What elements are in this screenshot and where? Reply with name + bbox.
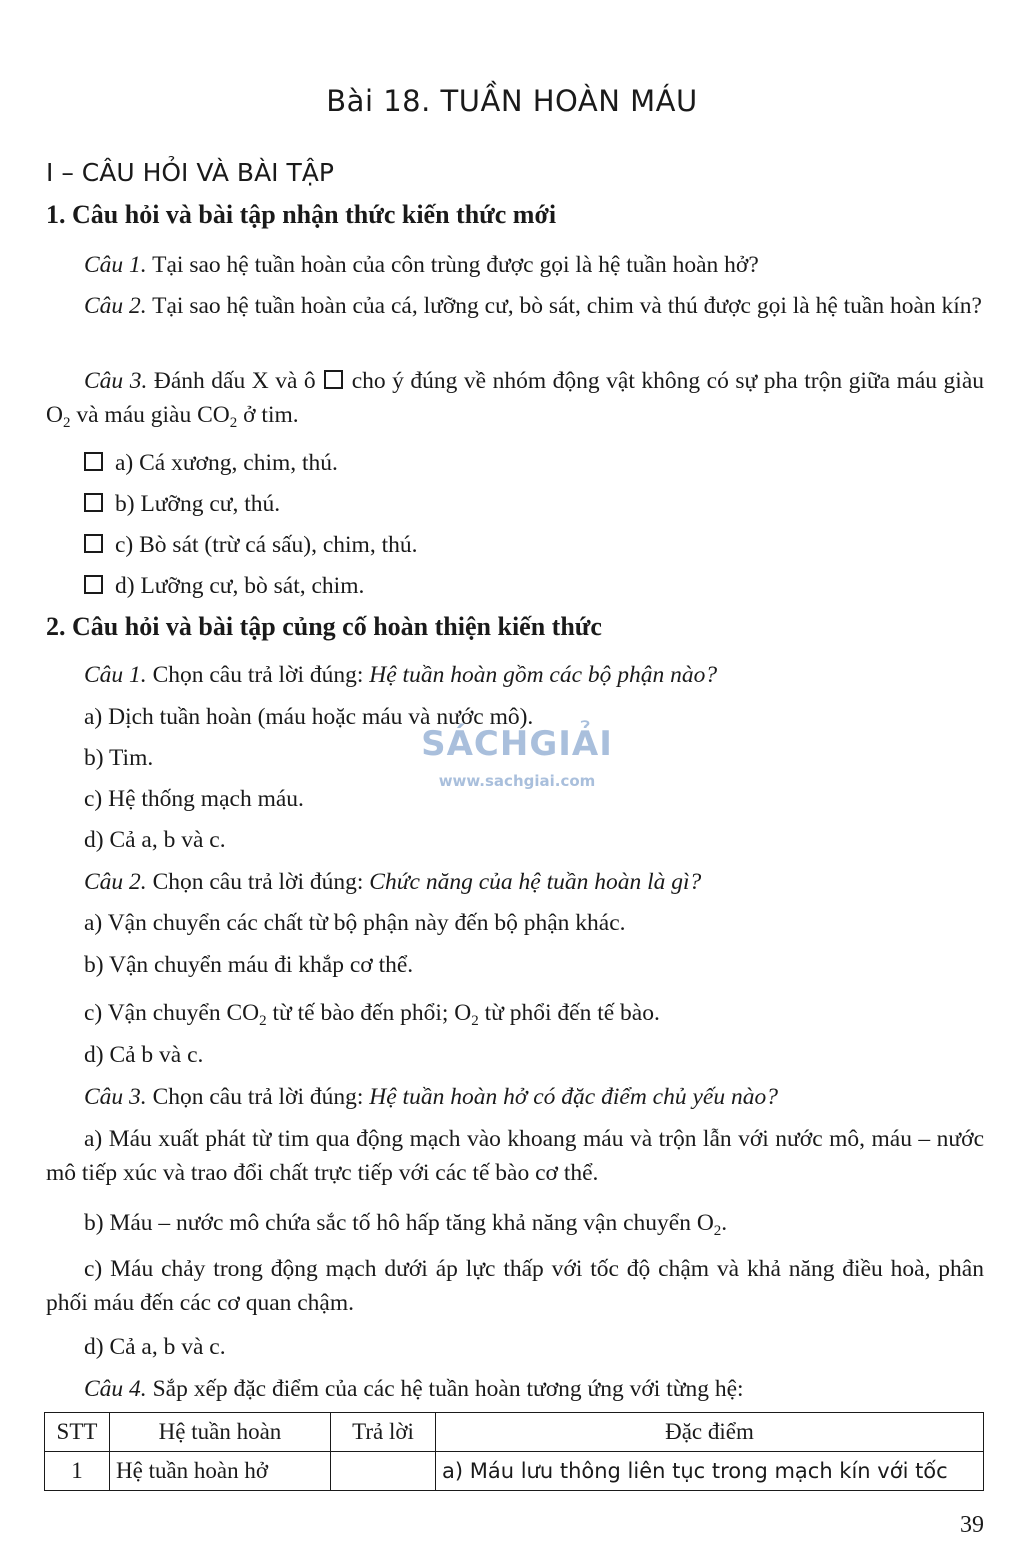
question-label: Câu 3. [84,368,148,394]
option-checkbox-d[interactable]: d) Lưỡng cư, bò sát, chim. [84,569,364,603]
part1-question-2 [46,289,984,323]
part2-question-1: Câu 1. Chọn câu trả lời đúng: Hệ tuần hoàn gồm các bộ phận nào? [84,662,718,688]
answer-option: c) Vận chuyển $CO_2$ từ tế bào đến phổi; $O_2$ từ phổi đến tế bào. [84,1000,660,1029]
answer-option: d) Cả b và c. [84,1042,204,1068]
checkbox-icon [324,370,343,389]
answer-option: b) Vận chuyển máu đi khắp cơ thể. [84,952,414,978]
table-cell: a) Máu lưu thông liên tục trong mạch kín với tốc [436,1452,984,1491]
question-label: Câu 4. [84,1376,147,1402]
checkbox-icon[interactable] [84,534,103,553]
answer-option: d) Cả a, b và c. [84,1334,226,1360]
option-checkbox-c[interactable]: c) Bò sát (trừ cá sấu), chim, thú. [84,528,417,562]
table-header: STT [45,1413,110,1452]
part2-question-3: Câu 3. Chọn câu trả lời đúng: Hệ tuần hoàn hở có đặc điểm chủ yếu nào? [84,1084,778,1110]
checkbox-icon[interactable] [84,452,103,471]
question-label: Câu 2. [84,869,147,895]
matching-table [44,1412,984,1491]
answer-cell[interactable] [331,1452,436,1491]
table-row [45,1452,984,1491]
checkbox-icon[interactable] [84,575,103,594]
answer-option: d) Cả a, b và c. [84,827,226,853]
table-cell: Hệ tuần hoàn hở [110,1452,331,1491]
part2-question-4: Câu 4. Sắp xếp đặc điểm của các hệ tuần hoàn tương ứng với từng hệ: [84,1376,744,1402]
table-header: Hệ tuần hoàn [110,1413,331,1452]
option-checkbox-b[interactable]: b) Lưỡng cư, thú. [84,487,280,521]
table-header: Trả lời [331,1413,436,1452]
question-label: Câu 1. [84,662,147,688]
answer-option: b) Máu – nước mô chứa sắc tố hô hấp tăng khả năng vận chuyển $O_2$. [84,1210,728,1239]
question-text: Tại sao hệ tuần hoàn của côn trùng được gọi là hệ tuần hoàn hở? [146,252,759,278]
watermark-logo: SÁCHGIẢI [421,724,613,764]
option-checkbox-a[interactable]: a) Cá xương, chim, thú. [84,446,338,480]
answer-option: a) Máu xuất phát từ tim qua động mạch vào khoang máu và trộn lẫn với nước mô, máu – nước mô tiếp xúc và trao đổi chất trực tiếp với các tế bào cơ thể. [46,1126,984,1186]
answer-option: c) Hệ thống mạch máu. [84,786,304,812]
part2-heading: 2. Câu hỏi và bài tập củng cố hoàn thiện kiến thức [46,612,602,641]
lesson-title: Bài 18. TUẦN HOÀN MÁU [326,84,698,118]
part1-question-1 [46,248,984,282]
part1-heading: 1. Câu hỏi và bài tập nhận thức kiến thức mới [46,200,557,229]
part2-question-2: Câu 2. Chọn câu trả lời đúng: Chức năng của hệ tuần hoàn là gì? [84,869,702,895]
table-header: Đặc điểm [436,1413,984,1452]
table-header-row [45,1413,984,1452]
answer-option: a) Vận chuyển các chất từ bộ phận này đến bộ phận khác. [84,910,626,936]
answer-option: b) Tim. [84,745,154,771]
table-cell: 1 [45,1452,110,1491]
question-label: Câu 2. [84,293,147,319]
watermark-url: www.sachgiai.com [438,772,596,790]
answer-option: a) Dịch tuần hoàn (máu hoặc máu và nước mô). [84,704,534,730]
watermark [412,724,622,824]
answer-option: c) Máu chảy trong động mạch dưới áp lực thấp với tốc độ chậm và khả năng điều hoà, phân phối máu đến các cơ quan chậm. [46,1256,984,1316]
checkbox-icon[interactable] [84,493,103,512]
question-label: Câu 1. [84,252,147,278]
question-text: Tại sao hệ tuần hoàn của cá, lưỡng cư, bò sát, chim và thú được gọi là hệ tuần hoàn kín? [146,293,982,319]
question-label: Câu 3. [84,1084,147,1110]
section-heading: I – CÂU HỎI VÀ BÀI TẬP [46,158,334,187]
part1-question-3: Câu 3. Đánh dấu X và ô cho ý đúng về nhóm động vật không có sự pha trộn giữa máu giàu $O_2$ và máu giàu $CO_2$ ở tim. [46,368,985,431]
page-number: 39 [960,1512,984,1538]
